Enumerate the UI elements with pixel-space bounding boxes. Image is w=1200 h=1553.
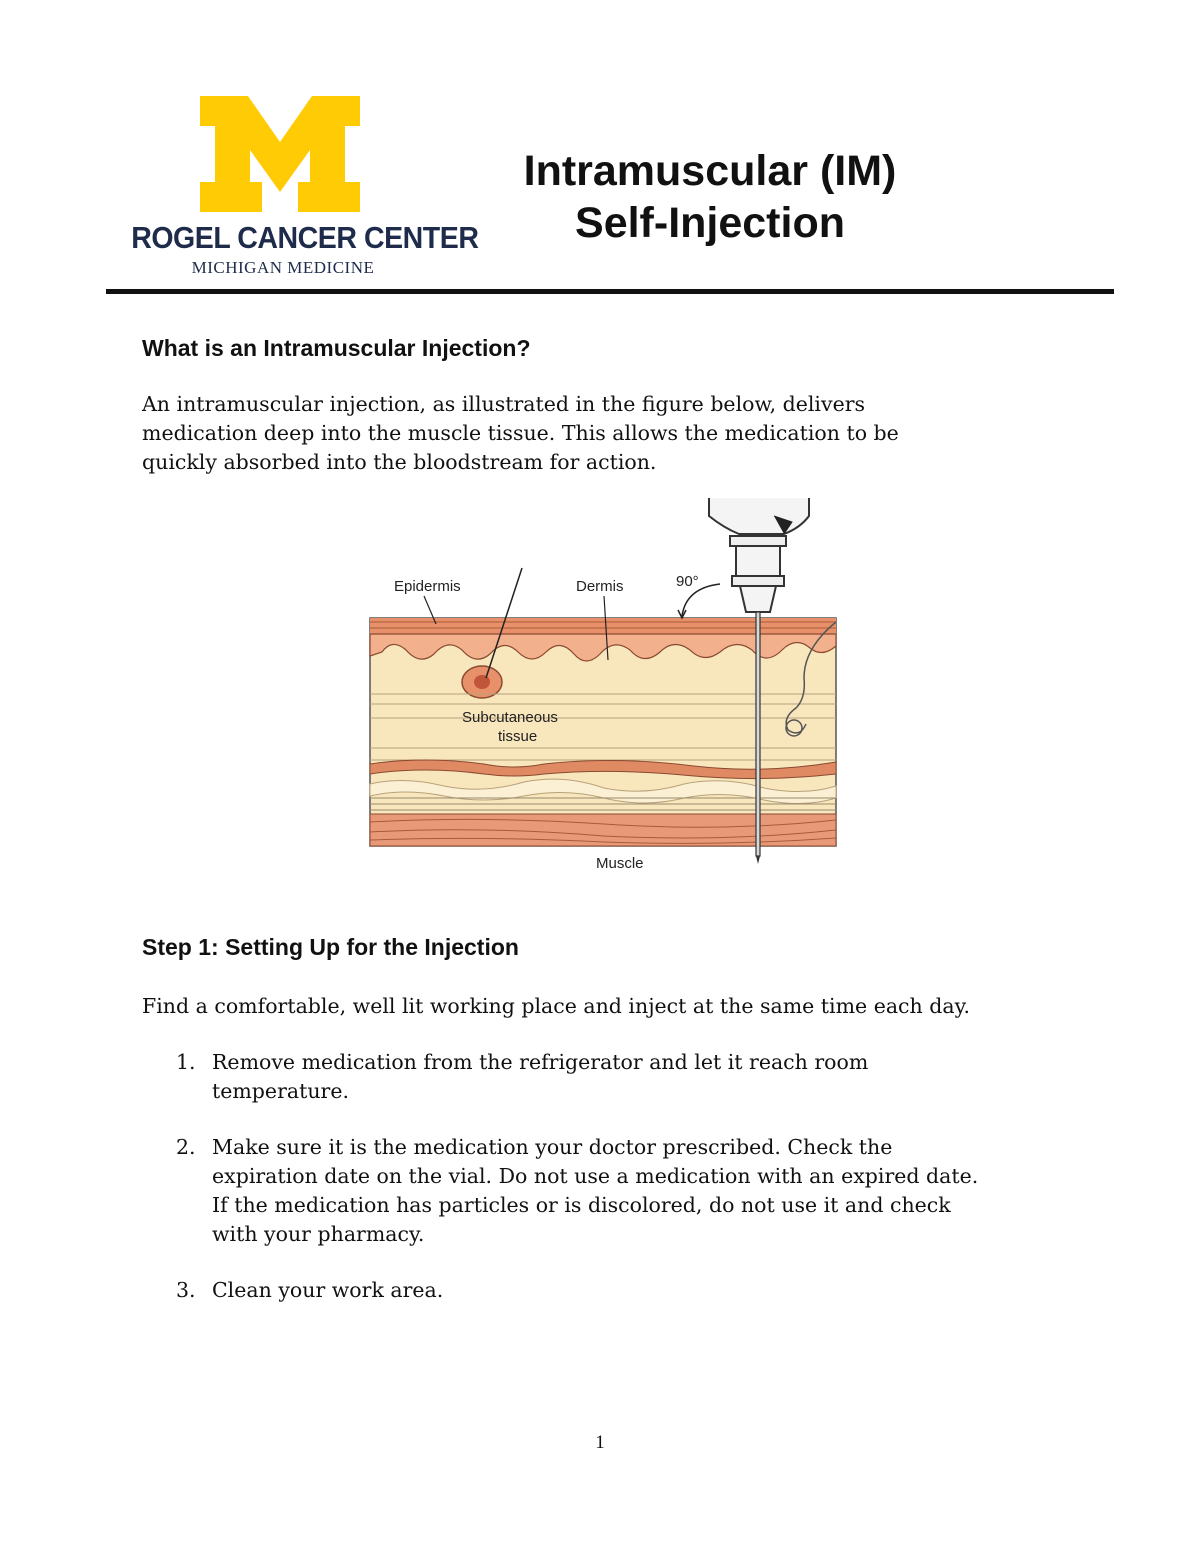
list-item-line: Remove medication from the refrigerator and let it reach room bbox=[212, 1050, 869, 1074]
page-number: 1 bbox=[595, 1432, 605, 1453]
step-1-intro bbox=[142, 992, 970, 1021]
step-1-list bbox=[142, 1048, 1102, 1332]
logo-org-subtitle: MICHIGAN MEDICINE bbox=[191, 258, 375, 277]
needle-icon bbox=[756, 612, 760, 864]
list-item-line: with your pharmacy. bbox=[212, 1222, 425, 1246]
intramuscular-injection-figure bbox=[364, 498, 842, 878]
list-item-number: 3. bbox=[176, 1278, 196, 1302]
list-item-number: 2. bbox=[176, 1135, 196, 1159]
label-muscle: Muscle bbox=[596, 855, 644, 872]
intro-paragraph-line: quickly absorbed into the bloodstream for action. bbox=[142, 450, 657, 474]
label-tissue: tissue bbox=[498, 728, 538, 745]
section-heading-step-1: Step 1: Setting Up for the Injection bbox=[142, 934, 519, 960]
intro-paragraph bbox=[142, 390, 899, 477]
label-dermis: Dermis bbox=[576, 578, 624, 595]
document-title bbox=[460, 145, 960, 249]
label-epidermis: Epidermis bbox=[394, 578, 461, 595]
list-item-line: temperature. bbox=[212, 1079, 349, 1103]
list-item-line: Make sure it is the medication your doctor prescribed. Check the bbox=[212, 1135, 893, 1159]
label-angle: 90° bbox=[676, 573, 699, 590]
list-item bbox=[142, 1048, 1102, 1106]
document-title-line-2: Self-Injection bbox=[575, 199, 845, 247]
section-heading-what-is: What is an Intramuscular Injection? bbox=[142, 335, 531, 361]
intro-paragraph-line: An intramuscular injection, as illustrated in the figure below, delivers bbox=[142, 392, 866, 416]
logo-org-name: ROGEL CANCER CENTER bbox=[131, 220, 479, 255]
list-item-line: If the medication has particles or is discolored, do not use it and check bbox=[212, 1193, 951, 1217]
list-item-line: Clean your work area. bbox=[212, 1278, 444, 1302]
list-item-line: expiration date on the vial. Do not use a medication with an expired date. bbox=[212, 1164, 979, 1188]
list-item bbox=[142, 1133, 1102, 1249]
intro-paragraph-line: medication deep into the muscle tissue. This allows the medication to be bbox=[142, 421, 899, 445]
list-item-number: 1. bbox=[176, 1050, 196, 1074]
rogel-cancer-center-logo bbox=[118, 96, 479, 286]
syringe-icon bbox=[709, 498, 809, 612]
step-1-intro-line: Find a comfortable, well lit working place and inject at the same time each day. bbox=[142, 994, 970, 1018]
label-subcutaneous: Subcutaneous bbox=[462, 709, 558, 726]
header-divider bbox=[106, 289, 1114, 294]
block-m-logo-icon bbox=[200, 96, 360, 212]
list-item bbox=[142, 1276, 1102, 1305]
document-title-line-1: Intramuscular (IM) bbox=[523, 147, 897, 195]
